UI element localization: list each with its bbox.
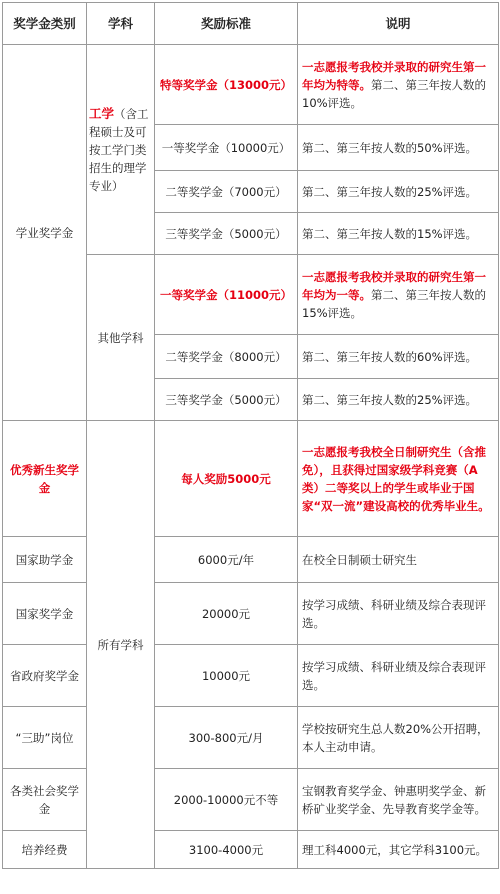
note-cell: 按学习成绩、科研业绩及综合表现评选。 (298, 583, 499, 645)
table-row (3, 769, 499, 831)
standard-cell: 2000-10000元不等 (155, 769, 298, 831)
standard-cell: 10000元 (155, 645, 298, 707)
header-standard: 奖励标准 (155, 3, 298, 45)
note-cell: 第二、第三年按人数的25%评选。 (298, 379, 499, 421)
table-row (3, 421, 499, 537)
subject-all: 所有学科 (87, 421, 155, 869)
header-subject: 学科 (87, 3, 155, 45)
note-cell (298, 255, 499, 335)
note-text: 第二、第三年按人数的10%评选。 (302, 77, 486, 110)
table-row (3, 645, 499, 707)
standard-cell: 一等奖学金（10000元） (155, 125, 298, 171)
category-freshman: 优秀新生奖学金 (3, 421, 87, 537)
standard-cell: 特等奖学金（13000元） (155, 45, 298, 125)
note-red: 一志愿报考我校并录取的研究生第一年均为特等。 (302, 59, 486, 92)
standard-cell: 300-800元/月 (155, 707, 298, 769)
category-cell: “三助”岗位 (3, 707, 87, 769)
table-row (3, 537, 499, 583)
standard-cell: 二等奖学金（8000元） (155, 335, 298, 379)
standard-cell: 每人奖励5000元 (155, 421, 298, 537)
subject-other: 其他学科 (87, 255, 155, 421)
category-cell: 各类社会奖学金 (3, 769, 87, 831)
category-cell: 国家奖学金 (3, 583, 87, 645)
table-row (3, 583, 499, 645)
subject-engineering-rest: （含工程硕士及可按工学门类招生的理学专业） (89, 106, 149, 193)
note-cell: 按学习成绩、科研业绩及综合表现评选。 (298, 645, 499, 707)
scholarship-table (2, 2, 499, 869)
note-red: 一志愿报考我校并录取的研究生第一年均为一等。 (302, 269, 486, 302)
standard-cell: 20000元 (155, 583, 298, 645)
note-cell: 第二、第三年按人数的50%评选。 (298, 125, 499, 171)
category-cell: 国家助学金 (3, 537, 87, 583)
standard-cell: 三等奖学金（5000元） (155, 379, 298, 421)
header-category: 奖学金类别 (3, 3, 87, 45)
standard-cell: 3100-4000元 (155, 831, 298, 869)
standard-cell: 二等奖学金（7000元） (155, 171, 298, 213)
note-cell: 第二、第三年按人数的25%评选。 (298, 171, 499, 213)
note-cell: 第二、第三年按人数的60%评选。 (298, 335, 499, 379)
note-cell: 宝钢教育奖学金、钟惠明奖学金、新桥矿业奖学金、先导教育奖学金等。 (298, 769, 499, 831)
standard-cell: 一等奖学金（11000元） (155, 255, 298, 335)
note-cell: 在校全日制硕士研究生 (298, 537, 499, 583)
subject-engineering-bold: 工学 (89, 105, 115, 121)
note-cell (298, 45, 499, 125)
note-cell: 学校按研究生总人数20%公开招聘，本人主动申请。 (298, 707, 499, 769)
category-cell: 省政府奖学金 (3, 645, 87, 707)
header-row (3, 3, 499, 45)
note-text: 第二、第三年按人数的15%评选。 (302, 287, 486, 320)
standard-cell: 三等奖学金（5000元） (155, 213, 298, 255)
note-cell: 第二、第三年按人数的15%评选。 (298, 213, 499, 255)
standard-cell: 6000元/年 (155, 537, 298, 583)
note-cell: 一志愿报考我校全日制研究生（含推免），且获得过国家级学科竞赛（A类）二等奖以上的学生或毕业于国家“双一流”建设高校的优秀毕业生。 (298, 421, 499, 537)
table-row (3, 707, 499, 769)
category-cell: 培养经费 (3, 831, 87, 869)
header-note: 说明 (298, 3, 499, 45)
table-row (3, 45, 499, 125)
note-cell: 理工科4000元，其它学科3100元。 (298, 831, 499, 869)
table-row (3, 831, 499, 869)
category-academic: 学业奖学金 (3, 45, 87, 421)
subject-engineering (87, 45, 155, 255)
